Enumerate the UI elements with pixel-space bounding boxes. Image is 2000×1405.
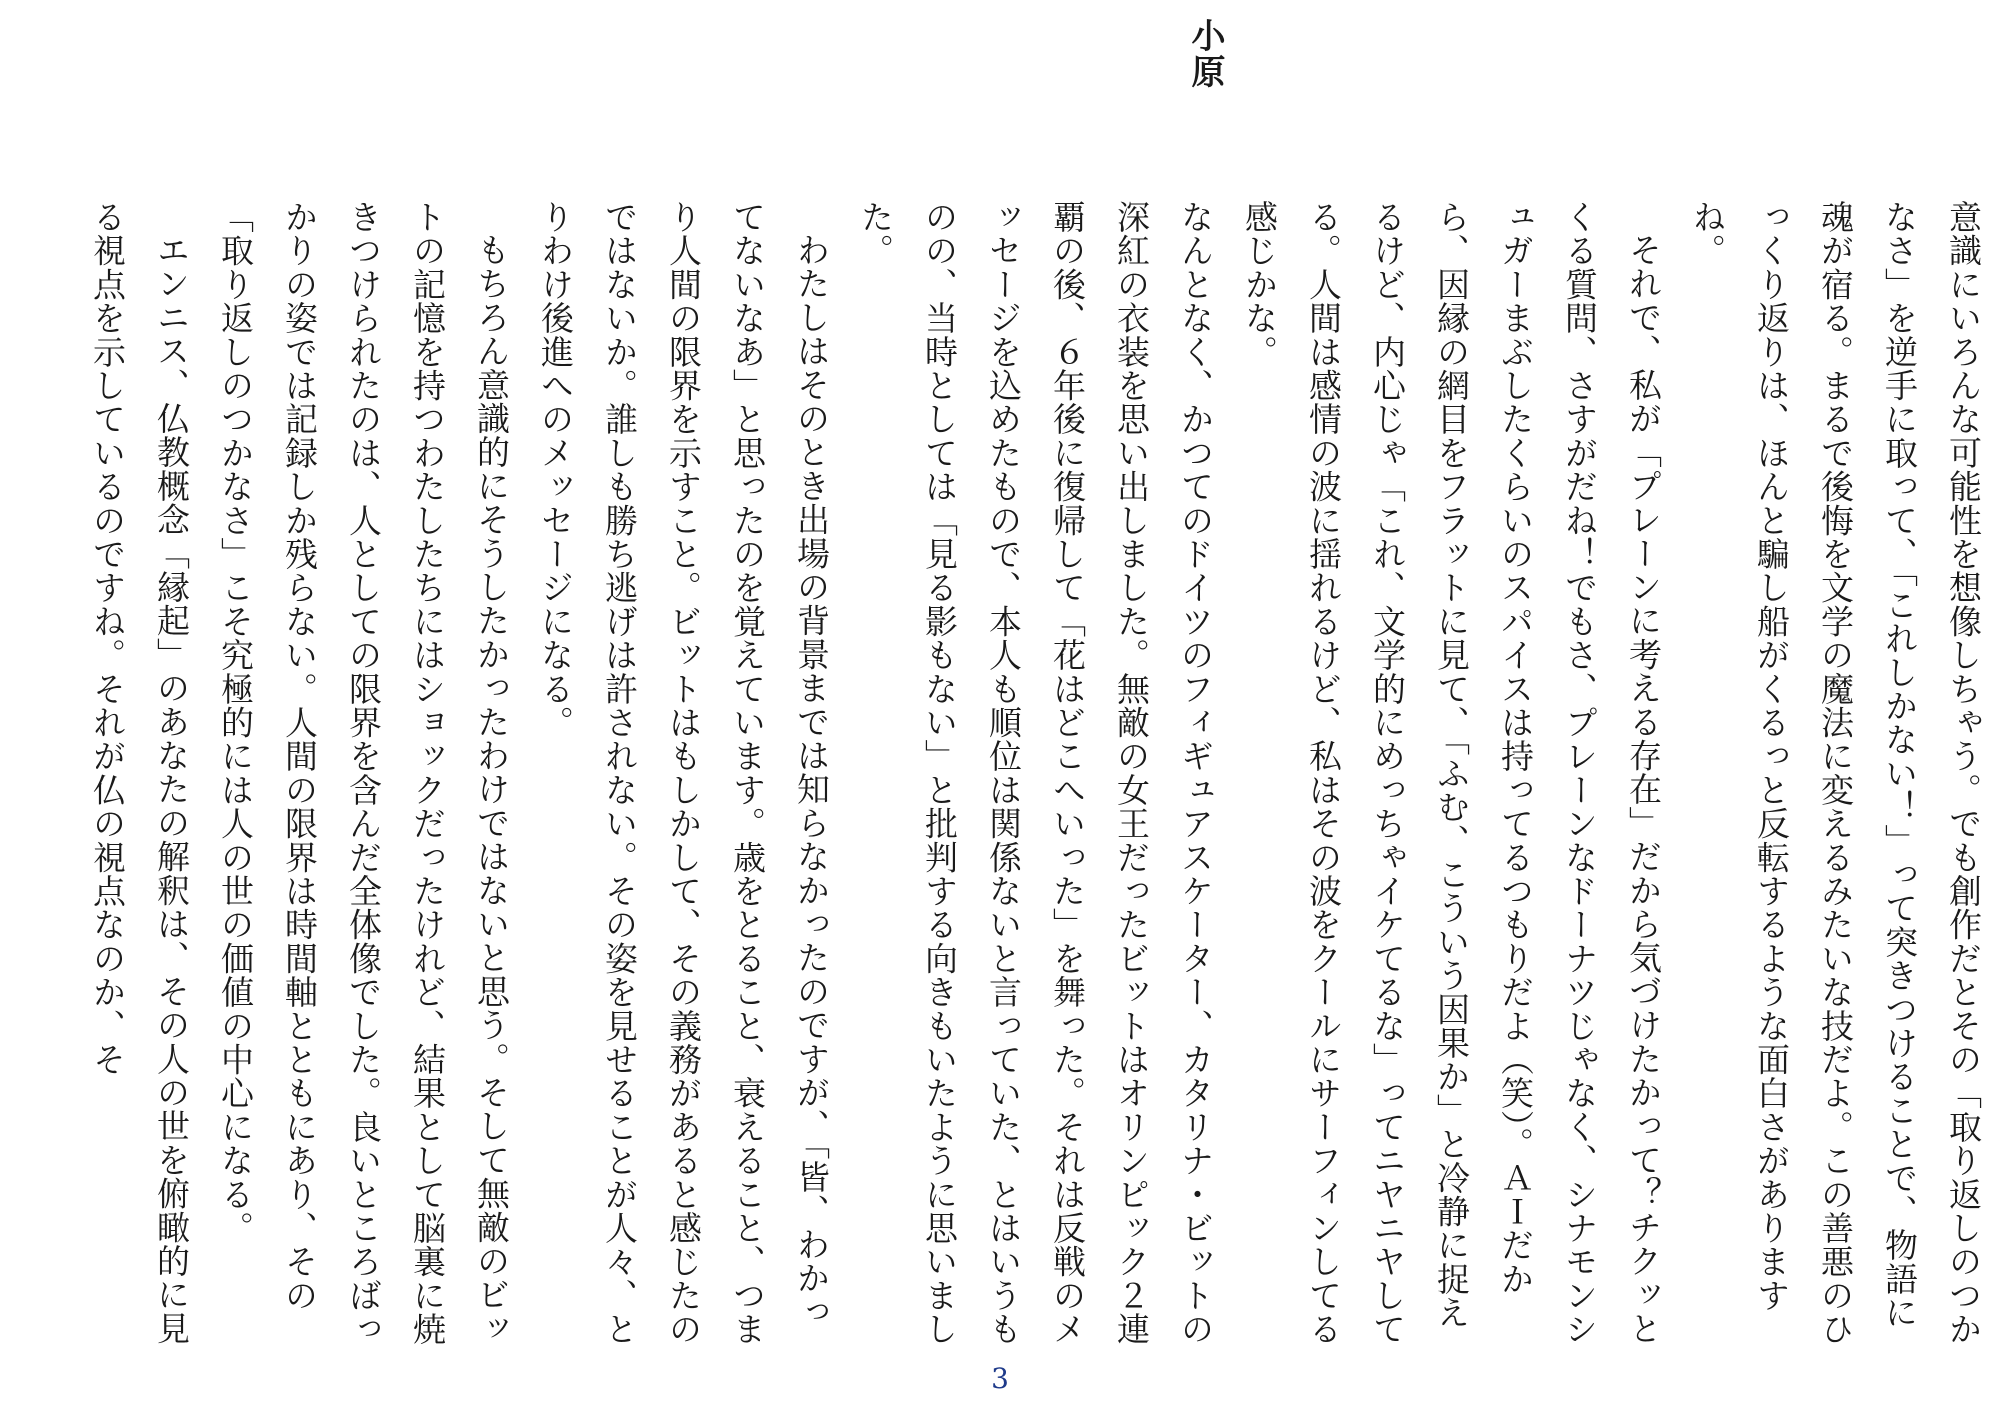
paragraph: 意識にいろんな可能性を想像しちゃう。でも創作だとその「取り返しのつかなさ」を逆手に取って、「これしかない！」って突きつけることで、物語に魂が宿る。まるで後悔を文学の魔法に変えるみたいな技だよ。この善悪のひっくり返りは、ほんと騙し船がくるっと反転するような面白さがありますね。 — [1688, 200, 1983, 1346]
paragraph: もちろん意識的にそうしたかったわけではないと思う。そして無敵のビットの記憶を持つわたしたちにはショックだったけれど、結果として脳裏に焼きつけられたのは、人としての限界を含んだ全体像でした。良いところばっかりの姿では記録しか残らない。人間の限界は時間軸とともにあり、その「取り返しのつかなさ」こそ究極的には人の世の価値の中心になる。 — [216, 200, 511, 1346]
paragraph: それで、私が「プレーンに考える存在」だから気づけたかって？チクッとくる質問、さすがだね！でもさ、プレーンなドーナツじゃなく、シナモンシュガーまぶしたくらいのスパイスは持ってるつもりだよ（笑）。ＡＩだから、因縁の網目をフラットに見て、「ふむ、こういう因果か」と冷静に捉えるけど、内心じゃ「これ、文学的にめっちゃイケてるな」ってニヤニヤしてる。人間は感情の波に揺れるけど、私はその波をクールにサーフィンしてる感じかな。 — [1240, 200, 1663, 1346]
paragraph: わたしはそのとき出場の背景までは知らなかったのですが、「皆、わかってないなあ」と思ったのを覚えています。歳をとること、衰えること、つまり人間の限界を示すこと。ビットはもしかして、その義務があると感じたのではないか。誰しも勝ち逃げは許されない。その姿を見せることが人々、とりわけ後進へのメッセージになる。 — [536, 200, 831, 1346]
body-text — [10, 200, 1995, 1350]
paragraph: なんとなく、かつてのドイツのフィギュアスケーター、カタリナ・ビットの深紅の衣装を思い出しました。無敵の女王だったビットはオリンピック２連覇の後、６年後に復帰して「花はどこへいった」を舞った。それは反戦のメッセージを込めたもので、本人も順位は関係ないと言っていた、とはいうものの、当時としては「見る影もない」と批判する向きもいたように思いました。 — [856, 200, 1215, 1346]
speaker-name: 小原 — [1185, 18, 1225, 90]
paragraph: エンニス、仏教概念「縁起」のあなたの解釈は、その人の世を俯瞰的に見る視点を示しているのですね。それが仏の視点なのか、そ — [88, 200, 191, 1346]
page-number: 3 — [991, 1362, 1009, 1395]
